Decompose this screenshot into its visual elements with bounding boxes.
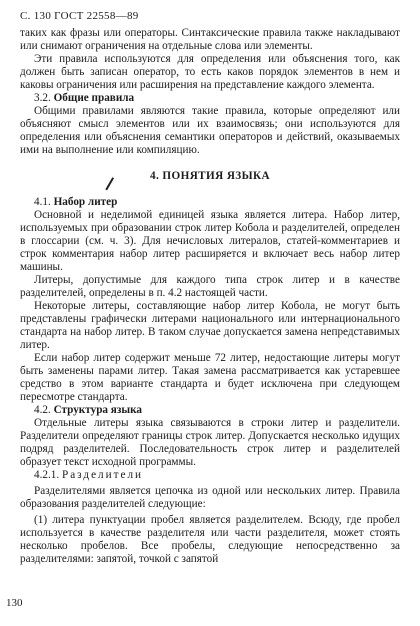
section-title: Разделители bbox=[61, 469, 144, 481]
section-heading-4-1 bbox=[20, 196, 400, 209]
page-number: 130 bbox=[6, 597, 23, 609]
section-title: Структура языка bbox=[53, 404, 142, 416]
spacer bbox=[20, 183, 400, 196]
section-title: Набор литер bbox=[53, 196, 118, 208]
paragraph: Отдельные литеры языка связываются в строки литер и разделители. Разделители определяют границы строк литер. Допускается несколько идущих подряд разделителей. Последовательность строк литер и разделителей образует текст исходной программы. bbox=[20, 417, 400, 468]
paragraph: (1) литера пунктуации пробел является разделителем. Всюду, где пробел используется в качестве разделителя или части разделителя, может стоять несколько пробелов. Все пробелы, следующие непосредственно за разделителями: запятой, точкой с запятой bbox=[20, 514, 400, 565]
paragraph: Литеры, допустимые для каждого типа строк литер и в качестве разделителей, определены в п. 4.2 настоящей части. bbox=[20, 274, 400, 299]
section-title: Общие правила bbox=[53, 92, 135, 104]
spacer bbox=[20, 157, 400, 170]
running-head: С. 130 ГОСТ 22558—89 bbox=[20, 10, 139, 22]
paragraph: Некоторые литеры, составляющие набор литер Кобола, не могут быть представлены графически литерами национального или интернационального стандарта на набор литер. В таком случае допускается замена непредставимых литер. bbox=[20, 300, 400, 351]
paragraph: Основной и неделимой единицей языка является литера. Набор литер, используемых при образовании строк литер Кобола и разделителей, определен в глоссарии (см. ч. 3). Для нечисловых литералов, статей-комментариев и строк комментария набор литер расширяется и включает весь набор литер машины. bbox=[20, 209, 400, 273]
paragraph: Общими правилами являются такие правила, которые определяют или объясняют смысл элементов или их взаимосвязь; они используются для определения или объяснения семантики операторов и действий, оказываемых ими на выполнение или компиляцию. bbox=[20, 105, 400, 156]
paragraph: Если набор литер содержит меньше 72 литер, недостающие литеры могут быть заменены парами литер. Такая замена рассматривается как устаревшее средство в этом варианте стандарта и будет исключена при следующем пересмотре стандарта. bbox=[20, 352, 400, 403]
paragraph: таких как фразы или операторы. Синтаксические правила также накладывают или снимают ограничения на отдельные слова или элементы. bbox=[20, 27, 400, 52]
section-heading-4-2 bbox=[20, 404, 400, 417]
section-heading-4-2-1 bbox=[20, 469, 400, 482]
section-number: 4.1. bbox=[34, 196, 51, 208]
paragraph: Эти правила используются для определения или объяснения того, как должен быть записан оператор, то есть каков порядок элементов в нем и каковы ограничения или расширения на представление каждого элемента. bbox=[20, 53, 400, 91]
page-body bbox=[20, 27, 400, 566]
paragraph: Разделителями является цепочка из одной или нескольких литер. Правила образования разделителей следующие: bbox=[20, 485, 400, 510]
section-number: 4.2.1. bbox=[34, 469, 60, 481]
chapter-heading: 4. ПОНЯТИЯ ЯЗЫКА bbox=[150, 170, 270, 182]
section-heading-3-2 bbox=[20, 92, 400, 105]
section-number: 4.2. bbox=[34, 404, 51, 416]
section-number: 3.2. bbox=[34, 92, 51, 104]
